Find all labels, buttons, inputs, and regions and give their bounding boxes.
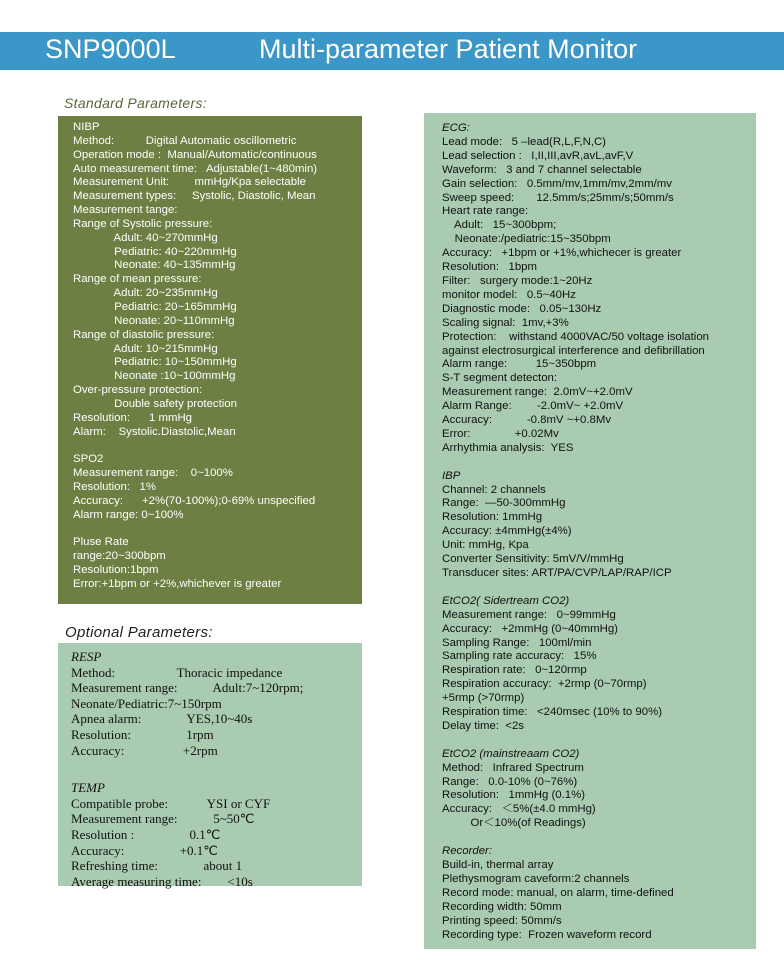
spec-section	[73, 536, 362, 591]
optional-parameters-box	[58, 643, 362, 889]
spec-line: Waveform: 3 and 7 channel selectable	[442, 163, 642, 176]
spec-line: Alarm Range: -2.0mV~ +2.0mV	[442, 400, 624, 413]
spec-line: Pediatric: 40~220mmHg	[73, 245, 237, 258]
spec-line: range:20~300bpm	[73, 550, 166, 563]
spec-line: Alarm range: 0~100%	[73, 508, 184, 521]
spec-line: Method: Thoracic impedance	[71, 664, 283, 680]
section-spacer	[73, 439, 362, 453]
spec-line: Double safety protection	[73, 397, 237, 410]
spec-line: Accuracy: ±4mmHg(±4%)	[442, 525, 572, 538]
spec-line: Neonate:/pediatric:15~350bpm	[442, 233, 611, 246]
model-name: SNP9000L	[45, 34, 176, 64]
optional-parameters-heading: Optional Parameters:	[65, 624, 213, 641]
spec-line: Pediatric: 20~165mmHg	[73, 300, 237, 313]
spec-line: Auto measurement time: Adjustable(1~480min)	[73, 162, 318, 175]
spec-section	[442, 845, 756, 942]
spec-line: Lead selection : I,II,III,avR,avL,avF,V	[442, 149, 634, 162]
spec-line: Range of diastolic pressure:	[73, 328, 215, 341]
spec-section	[442, 122, 756, 456]
spec-line: Scaling signal: 1mv,+3%	[442, 316, 569, 329]
section-spacer	[442, 581, 756, 595]
spec-line: Resolution:1bpm	[73, 564, 159, 577]
spec-line: Gain selection: 0.5mm/mv,1mm/mv,2mm/mv	[442, 177, 672, 190]
section-spacer	[442, 831, 756, 845]
spec-section	[73, 121, 362, 439]
section-spacer	[73, 523, 362, 537]
spec-line: Accuracy: +0.1℃	[71, 842, 218, 858]
spec-section	[442, 748, 756, 831]
spec-line: Measurement range: 5~50℃	[71, 811, 255, 827]
spec-line: Neonate: 40~135mmHg	[73, 259, 236, 272]
spec-line: Sampling Range: 100ml/min	[442, 636, 592, 649]
section-title: IBP	[442, 469, 461, 482]
spec-line: Respiration rate: 0~120rmp	[442, 664, 587, 677]
spec-line: Refreshing time: about 1	[71, 858, 243, 874]
spec-line: monitor model: 0.5~40Hz	[442, 288, 576, 301]
spec-line: Sweep speed: 12.5mm/s;25mm/s;50mm/s	[442, 191, 674, 204]
spec-line: Converter Sensitivity: 5mV/V/mmHg	[442, 553, 624, 566]
parameters-box-right	[424, 113, 756, 949]
section-title: Pluse Rate	[73, 536, 129, 549]
spec-line: Method: Infrared Spectrum	[442, 761, 584, 774]
spec-line: Recording width: 50mm	[442, 900, 562, 913]
spec-line: Alarm range: 15~350bpm	[442, 358, 597, 371]
spec-line: Lead mode: 5 –lead(R,L,F,N,C)	[442, 135, 606, 148]
spec-line: Measurement range: 0~100%	[73, 467, 233, 480]
spec-line: Over-pressure protection:	[73, 384, 203, 397]
spec-line: Resolution : 0.1℃	[71, 826, 221, 842]
page-title: Multi-parameter Patient Monitor	[259, 34, 638, 64]
spec-section	[71, 649, 362, 758]
spec-line: against electrosurgical interference and defibrillation	[442, 344, 705, 357]
spec-line: Or＜10%(of Readings)	[442, 817, 586, 830]
spec-line: Diagnostic mode: 0.05~130Hz	[442, 302, 602, 315]
spec-line: Resolution: 1mmHg (0.1%)	[442, 789, 586, 802]
section-title: ECG:	[442, 122, 470, 134]
section-title: EtCO2( Sidertream CO2)	[442, 594, 570, 607]
spec-line: Resolution: 1%	[73, 480, 156, 493]
spec-line: Measurement range: 2.0mV~+2.0mV	[442, 386, 633, 399]
section-spacer	[71, 758, 362, 780]
spec-line: Delay time: <2s	[442, 719, 524, 732]
section-title: Recorder:	[442, 845, 493, 858]
spec-line: Range: 0.0-10% (0~76%)	[442, 775, 578, 788]
spec-line: Accuracy: +2rpm	[71, 742, 218, 758]
spec-line: Respiration accuracy: +2rmp (0~70rmp)	[442, 678, 647, 691]
section-title: TEMP	[71, 780, 105, 796]
spec-line: Plethysmogram caveform:2 channels	[442, 872, 630, 885]
spec-line: Build-in, thermal array	[442, 858, 554, 871]
spec-line: Range of Systolic pressure:	[73, 217, 213, 230]
spec-line: Measurement Unit: mmHg/Kpa selectable	[73, 176, 306, 189]
section-title: NIBP	[73, 121, 100, 133]
spec-line: Unit: mmHg, Kpa	[442, 539, 529, 552]
spec-line: Resolution: 1bpm	[442, 261, 537, 274]
spec-line: Resolution: 1rpm	[71, 726, 214, 742]
section-spacer	[442, 456, 756, 470]
spec-line: Resolution: 1 mmHg	[73, 411, 193, 424]
spec-section	[442, 470, 756, 581]
spec-line: Sampling rate accuracy: 15%	[442, 650, 597, 663]
spec-line: Pediatric: 10~150mmHg	[73, 356, 237, 369]
spec-line: Method: Digital Automatic oscillometric	[73, 134, 297, 147]
spec-line: Error:+1bpm or +2%,whichever is greater	[73, 577, 282, 590]
spec-line: Apnea alarm: YES,10~40s	[71, 711, 253, 727]
section-spacer	[442, 734, 756, 748]
spec-section	[73, 453, 362, 522]
standard-parameters-heading: Standard Parameters:	[64, 95, 207, 111]
spec-line: Neonate/Pediatric:7~150rpm	[71, 695, 222, 711]
spec-line: Measurement range: 0~99mmHg	[442, 608, 616, 621]
spec-line: Adult: 20~235mmHg	[73, 287, 218, 300]
section-title: RESP	[71, 649, 102, 664]
spec-line: Neonate :10~100mmHg	[73, 370, 236, 383]
spec-line: Adult: 15~300bpm;	[442, 219, 557, 232]
spec-line: Compatible probe: YSI or CYF	[71, 795, 271, 811]
spec-line: Arrhythmia analysis: YES	[442, 441, 574, 454]
spec-line: Measurement range: Adult:7~120rpm;	[71, 680, 304, 696]
spec-line: Recording type: Frozen waveform record	[442, 928, 652, 941]
header-banner	[0, 32, 784, 70]
spec-line: Adult: 10~215mmHg	[73, 342, 218, 355]
spec-line: Error: +0.02Mv	[442, 427, 559, 440]
spec-line: Average measuring time: <10s	[71, 873, 253, 889]
spec-line: Filter: surgery mode:1~20Hz	[442, 274, 593, 287]
spec-line: Accuracy: +1bpm or +1%,whichecer is greater	[442, 247, 682, 260]
section-title: SPO2	[73, 453, 104, 466]
spec-line: Respiration time: <240msec (10% to 90%)	[442, 706, 663, 719]
standard-parameters-box	[58, 116, 362, 604]
spec-line: Neonate: 20~110mmHg	[73, 314, 235, 327]
spec-line: Measurement tange:	[73, 204, 178, 217]
spec-line: Accuracy: ＜5%(±4.0 mmHg)	[442, 803, 596, 816]
spec-line: Resolution: 1mmHg	[442, 511, 543, 524]
spec-line: Measurement types: Systolic, Diastolic, Mean	[73, 190, 316, 203]
section-title: EtCO2 (mainstreaam CO2)	[442, 747, 580, 760]
spec-line: Printing speed: 50mm/s	[442, 914, 562, 927]
spec-line: Transducer sites: ART/PA/CVP/LAP/RAP/ICP	[442, 566, 672, 579]
spec-line: Channel: 2 channels	[442, 483, 546, 496]
spec-line: Accuracy: +2mmHg (0~40mmHg)	[442, 622, 618, 635]
spec-line: Operation mode : Manual/Automatic/continuous	[73, 148, 317, 161]
spec-line: Range: —50-300mmHg	[442, 497, 566, 510]
spec-line: Record mode: manual, on alarm, time-defined	[442, 886, 674, 899]
spec-line: Protection: withstand 4000VAC/50 voltage isolation	[442, 330, 709, 343]
spec-line: Accuracy: +2%(70-100%);0-69% unspecified	[73, 494, 316, 507]
spec-line: Adult: 40~270mmHg	[73, 231, 218, 244]
spec-section	[442, 595, 756, 734]
spec-line: Range of mean pressure:	[73, 273, 202, 286]
spec-line: +5rmp (>70rmp)	[442, 692, 525, 705]
spec-line: Heart rate range:	[442, 205, 529, 218]
spec-line: S-T segment detecton:	[442, 372, 558, 385]
spec-line: Accuracy: -0.8mV ~+0.8Mv	[442, 414, 612, 427]
spec-line: Alarm: Systolic.Diastolic,Mean	[73, 425, 236, 438]
spec-section	[71, 780, 362, 889]
